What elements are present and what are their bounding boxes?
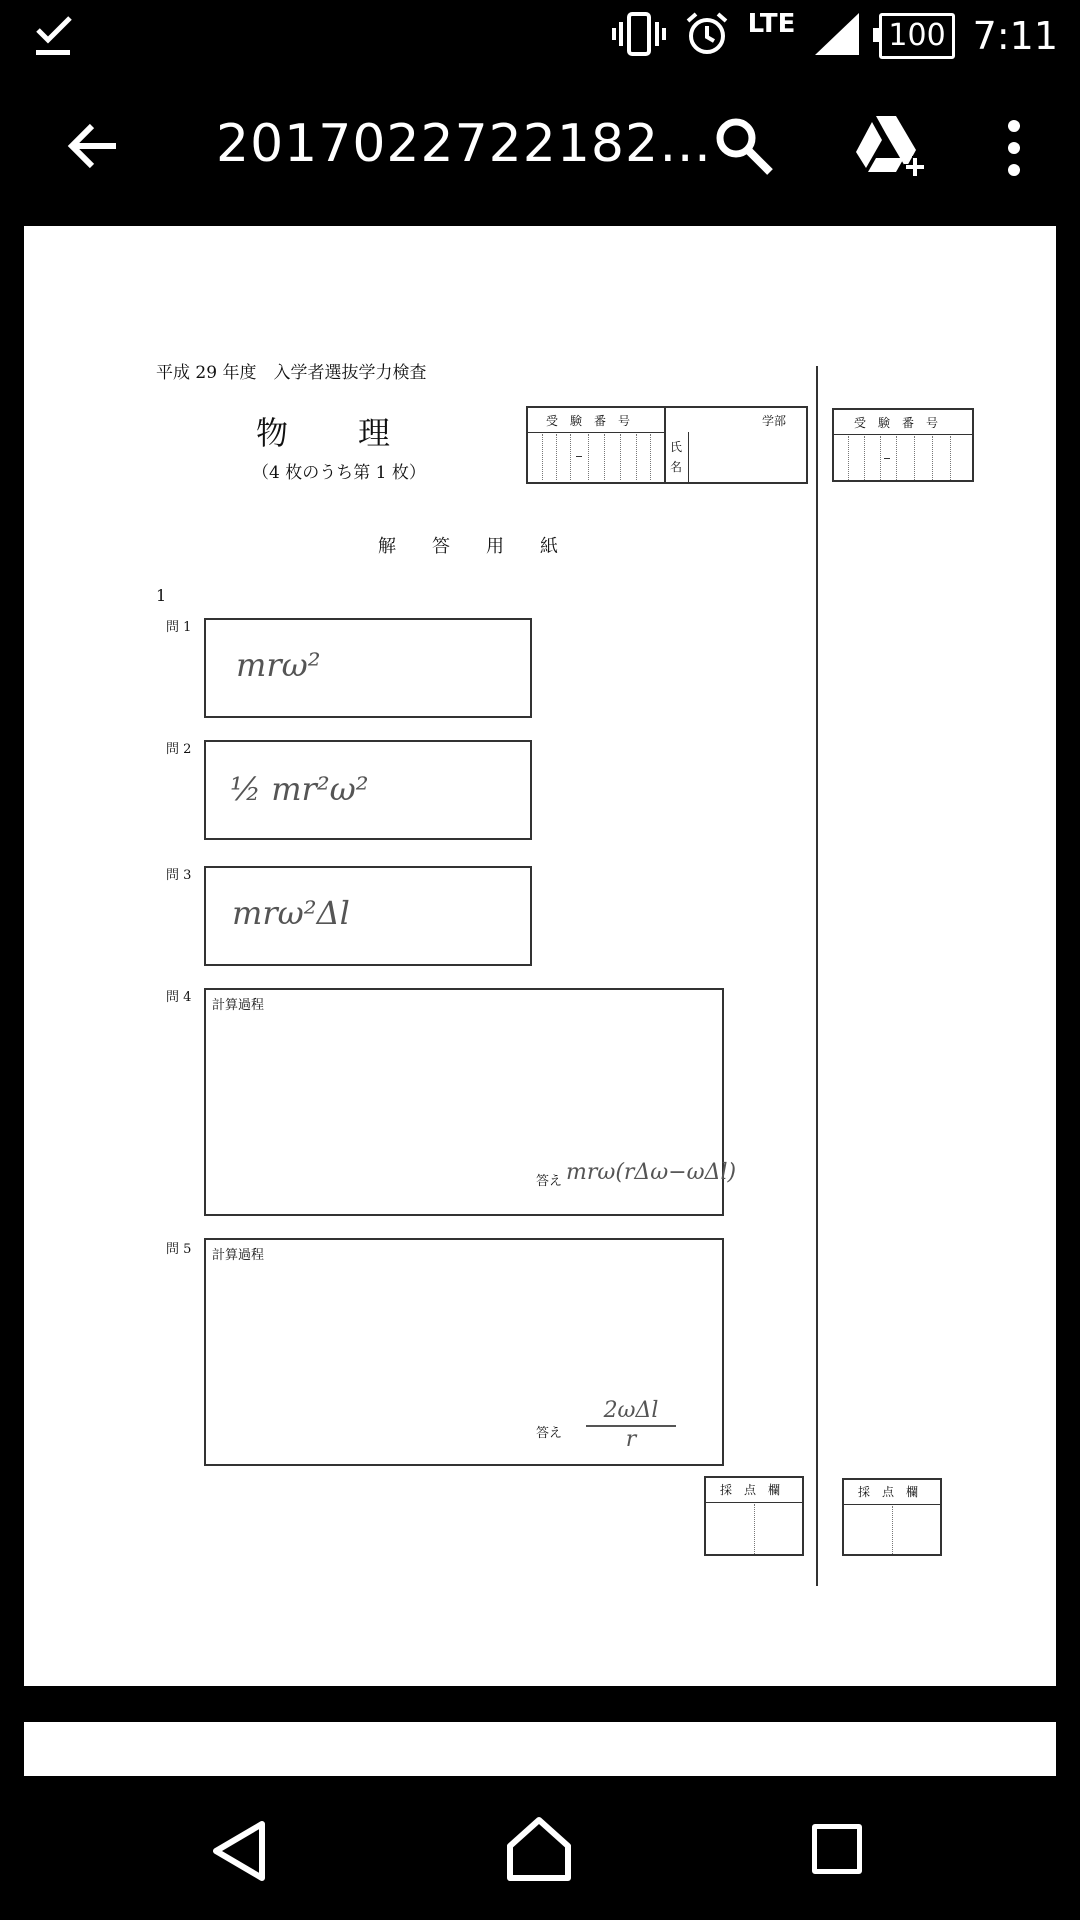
- more-options-icon[interactable]: [1000, 116, 1028, 180]
- right-score-box: 採 点 欄: [842, 1478, 942, 1556]
- nav-home-icon[interactable]: [506, 1816, 572, 1886]
- signal-icon: [813, 11, 861, 61]
- nav-back-icon[interactable]: [210, 1820, 270, 1886]
- question-label: 問 4: [166, 990, 192, 1005]
- right-exam-number-table: 受 験 番 号: [832, 408, 974, 482]
- battery-indicator: 100: [879, 13, 954, 59]
- question-label: 問 3: [166, 868, 192, 883]
- subject-title: 物 理: [256, 414, 393, 452]
- process-label: 計算過程: [212, 1248, 265, 1263]
- answer-label: 答え: [536, 1174, 563, 1189]
- navigation-bar: [0, 1776, 1080, 1920]
- exam-header: 平成 29 年度 入学者選抜学力検査: [156, 363, 427, 383]
- section-number: 1: [156, 586, 167, 605]
- margin-divider: [816, 366, 818, 1586]
- nav-recent-apps-icon[interactable]: [812, 1824, 862, 1874]
- clock: 7:11: [972, 14, 1058, 58]
- alarm-icon: [684, 11, 730, 61]
- download-complete-icon: [34, 12, 74, 64]
- handwritten-answer-fraction: [586, 1398, 676, 1452]
- add-to-drive-icon[interactable]: [852, 112, 928, 184]
- handwritten-answer: ½ mr²ω²: [230, 770, 369, 808]
- status-bar: [0, 0, 1080, 72]
- answer-box-q3[interactable]: [204, 866, 532, 966]
- question-label: 問 1: [166, 620, 192, 635]
- vibrate-icon: [612, 12, 666, 60]
- answer-box-q1[interactable]: [204, 618, 532, 718]
- question-label: 問 2: [166, 742, 192, 757]
- fraction-numerator: 2ωΔl: [586, 1398, 676, 1427]
- answer-sheet-title: 解 答 用 紙: [378, 536, 558, 557]
- handwritten-answer: mrω²: [236, 646, 321, 684]
- app-toolbar: [0, 72, 1080, 224]
- answer-box-q5[interactable]: [204, 1238, 724, 1466]
- handwritten-answer: mrω(rΔω−ωΔl): [566, 1160, 737, 1185]
- answer-label: 答え: [536, 1426, 563, 1441]
- next-document-page[interactable]: [24, 1722, 1056, 1776]
- document-title: 2017022722182…: [216, 114, 713, 174]
- exam-number-name-table: 受 験 番 号 学部 氏 名: [526, 406, 808, 484]
- document-page[interactable]: [24, 226, 1056, 1686]
- search-icon[interactable]: [712, 114, 776, 178]
- handwritten-answer: mrω²Δl: [232, 894, 350, 932]
- process-label: 計算過程: [212, 998, 265, 1013]
- network-type-label: LTE: [747, 9, 796, 39]
- sheet-info: （4 枚のうち第 1 枚）: [252, 463, 426, 483]
- score-box: 採 点 欄: [704, 1476, 804, 1556]
- back-arrow-icon[interactable]: [64, 116, 124, 176]
- answer-box-q2[interactable]: [204, 740, 532, 840]
- question-label: 問 5: [166, 1242, 192, 1257]
- answer-box-q4[interactable]: [204, 988, 737, 1216]
- fraction-denominator: r: [625, 1427, 637, 1452]
